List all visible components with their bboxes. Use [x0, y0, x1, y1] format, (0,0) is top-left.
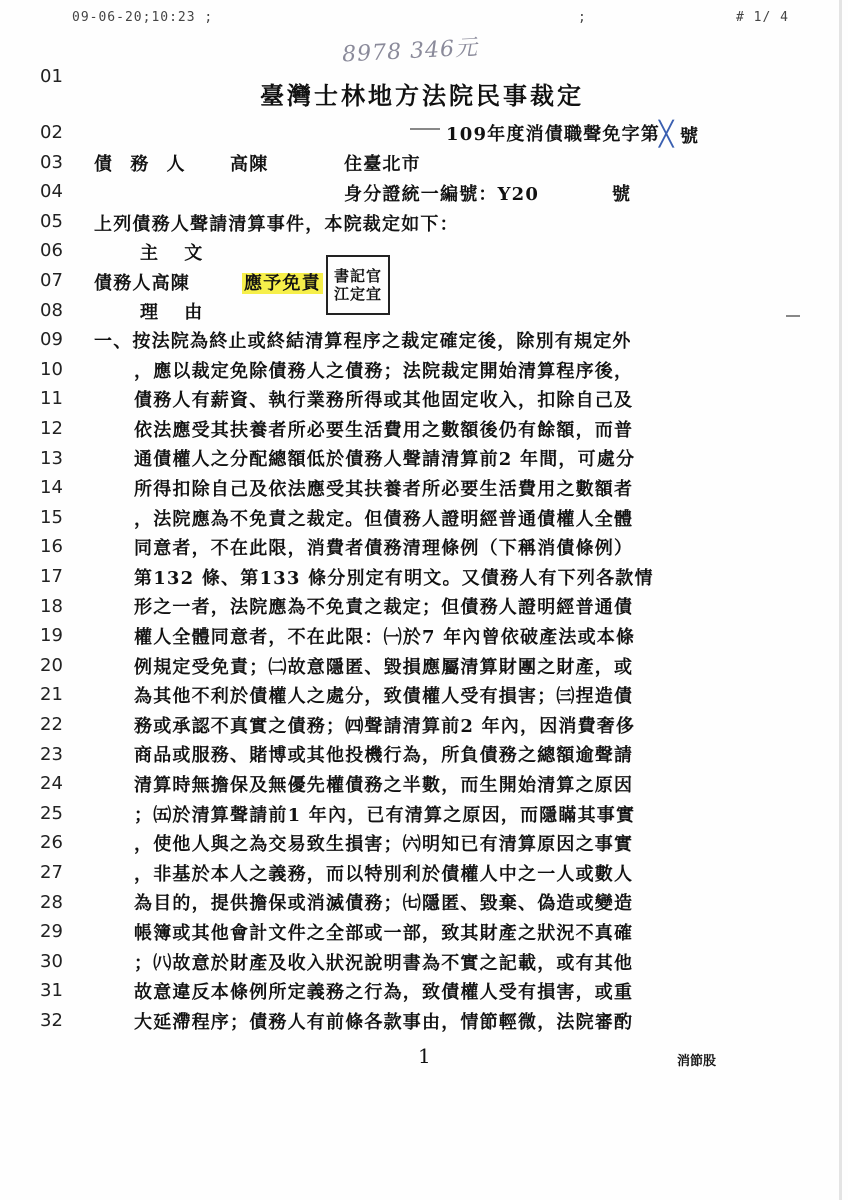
- ruling-highlight: 應予免責: [244, 273, 321, 294]
- debtor-address: 住臺北市: [344, 154, 421, 175]
- body-line: ；㈧故意於財產及收入狀況說明書為不實之記載，或有其他: [134, 952, 634, 974]
- fax-separator: ;: [578, 10, 587, 25]
- body-line: 務或承認不真實之債務；㈣聲請清算前2 年內，因消費奢侈: [134, 715, 636, 737]
- debtor-id: 身分證統一編號：Y20: [344, 184, 540, 205]
- body-line: ；㈤於清算聲請前1 年內，已有清算之原因，而隱瞞其事實: [134, 804, 636, 826]
- line-number: 17: [40, 566, 63, 587]
- line-number: 27: [40, 862, 63, 883]
- line-number: 07: [40, 270, 63, 291]
- case-number: 109年度消債職聲免字第: [446, 124, 660, 145]
- line-number: 16: [40, 536, 63, 558]
- line-number: 01: [40, 66, 63, 87]
- line-number: 23: [40, 743, 63, 765]
- line-number: 26: [40, 832, 63, 854]
- case-number-suffix: 號: [680, 126, 700, 147]
- line-number: 31: [40, 980, 63, 1002]
- line-number: 06: [40, 240, 63, 262]
- line-number: 25: [40, 802, 63, 824]
- line-number: 09: [40, 329, 63, 351]
- body-line: ，非基於本人之義務，而以特別利於債權人中之一人或數人: [134, 863, 634, 885]
- body-line: 通債權人之分配總額低於債務人聲請清算前2 年間，可處分: [134, 449, 636, 471]
- body-line: 為其他不利於債權人之處分，致債權人受有損害；㈢捏造債: [134, 686, 634, 708]
- redaction-mark: [410, 128, 440, 130]
- main-text: 債務人高陳: [94, 273, 190, 294]
- body-line: 例規定受免責；㈡故意隱匿、毀損應屬清算財團之財產，或: [134, 656, 634, 678]
- stamp-name: 江定宜: [333, 285, 382, 303]
- debtor-id-suffix: 號: [612, 184, 632, 205]
- body-line: 清算時無擔保及無優先權債務之半數，而生開始清算之原因: [134, 775, 634, 796]
- handwritten-amount: 8978 346元: [341, 35, 479, 68]
- line-number: 24: [40, 773, 63, 795]
- line-number: 32: [40, 1010, 63, 1031]
- page-number: 1: [418, 1044, 431, 1068]
- line-number: 13: [40, 447, 63, 469]
- line-number: 05: [40, 210, 63, 232]
- line-number: 30: [40, 950, 63, 972]
- line-number: 12: [40, 418, 63, 439]
- line-number: 20: [40, 654, 63, 676]
- line-number: 10: [40, 358, 63, 380]
- line-number: 08: [40, 299, 63, 321]
- main-heading: 主 文: [140, 243, 213, 264]
- body-line: 所得扣除自己及依法應受其扶養者所必要生活費用之數額者: [134, 479, 634, 500]
- clerk-stamp: [326, 255, 390, 315]
- margin-mark: [786, 315, 800, 317]
- body-line: ，使他人與之為交易致生損害；㈥明知已有清算原因之事實: [134, 834, 634, 856]
- body-line: ，應以裁定免除債務人之債務；法院裁定開始清算程序後，: [134, 360, 634, 382]
- handwritten-x-mark: ╳: [659, 120, 674, 148]
- body-line: 權人全體同意者，不在此限：㈠於7 年內曾依破產法或本條: [134, 627, 636, 648]
- line-number: 21: [40, 684, 63, 706]
- intro-line: 上列債務人聲請清算事件，本院裁定如下：: [94, 214, 459, 235]
- body-line: 形之一者，法院應為不免責之裁定；但債務人證明經普通債: [134, 597, 634, 619]
- fax-timestamp: 09-06-20;10:23 ;: [72, 10, 214, 25]
- body-line: 同意者，不在此限，消費者債務清理條例（下稱消債條例）: [134, 538, 634, 560]
- line-number: 15: [40, 506, 63, 528]
- body-line: 第132 條、第133 條分別定有明文。又債務人有下列各款情: [134, 567, 654, 589]
- line-number: 19: [40, 625, 63, 647]
- line-number: 11: [40, 388, 63, 410]
- main-ruling: [242, 269, 323, 295]
- line-number: 28: [40, 891, 63, 913]
- stamp-title: 書記官: [333, 267, 382, 285]
- line-number: 02: [40, 122, 63, 143]
- debtor-label: 債 務 人: [94, 154, 191, 175]
- line-number: 22: [40, 714, 63, 735]
- reason-heading: 理 由: [140, 302, 213, 323]
- body-line: 商品或服務、賭博或其他投機行為，所負債務之總額逾聲請: [134, 745, 634, 767]
- line-number: 29: [40, 921, 63, 943]
- body-line: 一、按法院為終止或終結清算程序之裁定確定後，除別有規定外: [94, 331, 632, 352]
- footer-unit: 消節股: [677, 1054, 717, 1069]
- body-line: 債務人有薪資、執行業務所得或其他固定收入，扣除自己及: [134, 390, 634, 412]
- body-line: 大延滯程序；債務人有前條各款事由，情節輕微，法院審酌: [134, 1011, 634, 1033]
- body-line: 帳簿或其他會計文件之全部或一部，致其財產之狀況不真確: [134, 923, 634, 944]
- line-number: 14: [40, 477, 63, 499]
- line-number: 04: [40, 181, 63, 203]
- fax-page-counter: # 1/ 4: [736, 10, 789, 25]
- debtor-name: 高陳: [230, 154, 269, 175]
- body-line: ，法院應為不免責之裁定。但債務人證明經普通債權人全體: [134, 508, 634, 530]
- line-number: 18: [40, 595, 63, 617]
- body-line: 依法應受其扶養者所必要生活費用之數額後仍有餘額，而普: [134, 419, 634, 441]
- document-title: 臺灣士林地方法院民事裁定: [260, 81, 584, 110]
- line-number: 03: [40, 151, 63, 173]
- body-line: 故意違反本條例所定義務之行為，致債權人受有損害，或重: [134, 982, 634, 1004]
- scan-edge: [839, 0, 842, 1200]
- body-line: 為目的，提供擔保或消滅債務；㈦隱匿、毀棄、偽造或變造: [134, 893, 634, 915]
